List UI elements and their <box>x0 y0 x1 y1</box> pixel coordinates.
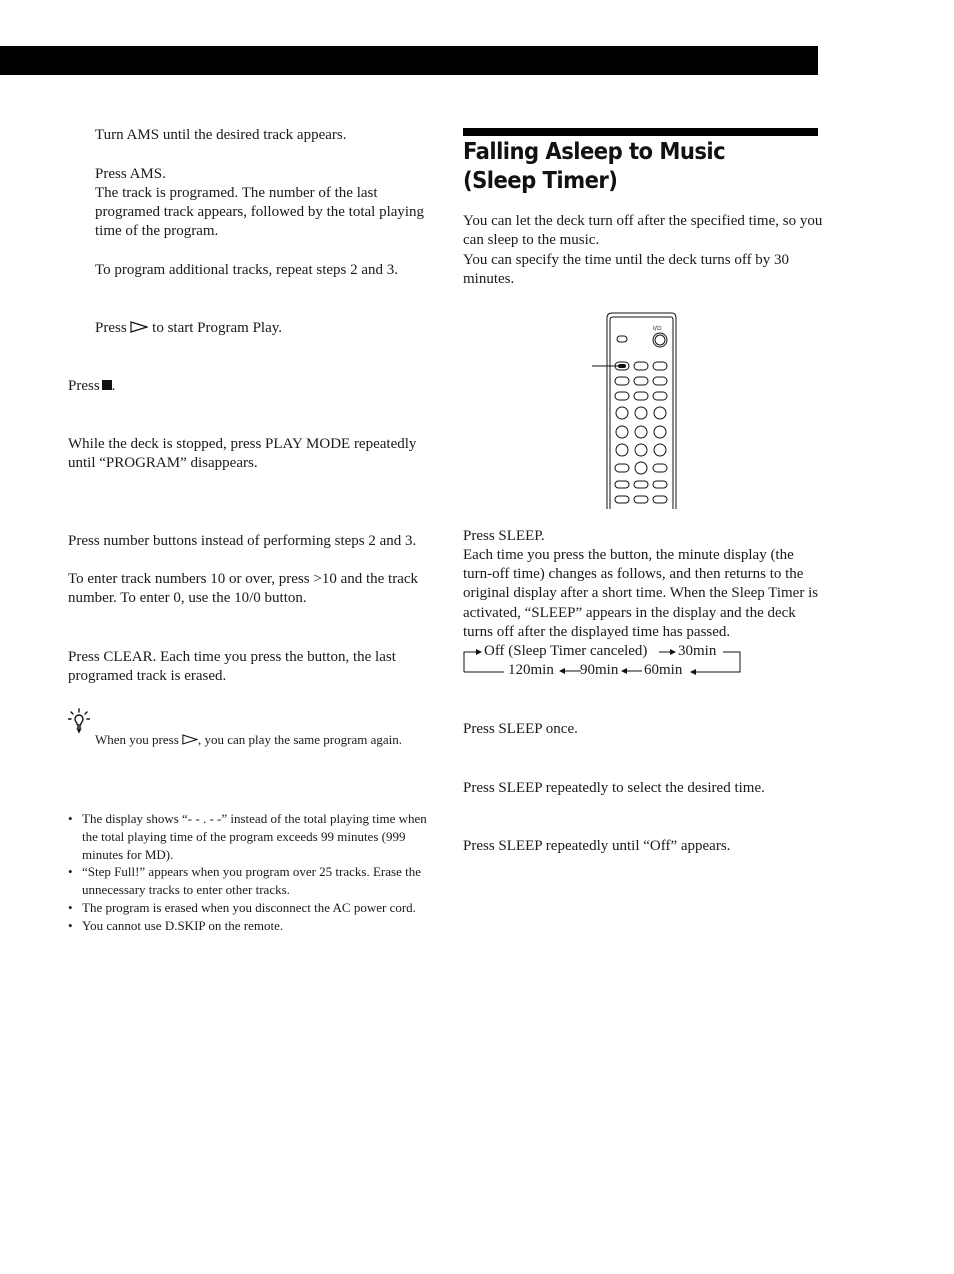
flow-60min: 60min <box>644 662 683 678</box>
tip-suffix: , you can play the same program again. <box>198 732 402 747</box>
notes-list <box>68 810 428 935</box>
intro-text-1: You can let the deck turn off after the specified time, so you can sleep to the music. <box>463 213 823 249</box>
header-bar <box>0 46 818 75</box>
stop-prefix: Press <box>68 378 100 394</box>
list-item: • The display shows “- - . - -” instead of the total playing time when the total playing time of the program exceeds 99 minutes (999 minutes for MD). <box>68 810 428 863</box>
step-start-prefix: Press <box>95 320 127 336</box>
press-sleep-desc: Each time you press the button, the minute display (the turn-off time) changes as follows, and then returns to the original display after a short time. When the Sleep Timer is activated, “SLEEP” appears in the display and the deck turns off after the displayed time has passed. <box>463 547 819 640</box>
play-icon <box>130 321 148 333</box>
remote-control-illustration <box>590 310 680 510</box>
number-buttons-text: Press number buttons instead of performing steps 2 and 3. <box>68 533 417 549</box>
play-icon <box>182 734 198 745</box>
step-turn-ams: Turn AMS until the desired track appears. <box>95 127 347 143</box>
tip-text <box>95 731 425 749</box>
stop-instruction <box>68 377 428 396</box>
section-rule <box>463 128 818 136</box>
stop-suffix: . <box>111 378 116 394</box>
check-time-text: Press SLEEP once. <box>463 721 578 737</box>
step-start-suffix: to start Program Play. <box>152 320 283 336</box>
flow-off: Off (Sleep Timer canceled) <box>484 643 648 659</box>
flow-120min: 120min <box>508 662 554 678</box>
page-title: Falling Asleep to Music (Sleep Timer) <box>463 139 726 194</box>
number-buttons-text-2: To enter track numbers 10 or over, press >10 and the track number. To enter 0, use the 10/0 button. <box>68 571 419 607</box>
stop-icon <box>102 380 112 390</box>
tip-prefix: When you press <box>95 732 179 747</box>
clear-text: Press CLEAR. Each time you press the button, the last programed track is erased. <box>68 649 396 685</box>
lightbulb-icon <box>68 708 90 734</box>
change-time-text: Press SLEEP repeatedly to select the desired time. <box>463 780 765 796</box>
step-press-ams: Press AMS. <box>95 166 166 182</box>
list-item: • You cannot use D.SKIP on the remote. <box>68 917 428 935</box>
intro-text-2: You can specify the time until the deck turns off by 30 minutes. <box>463 252 790 288</box>
list-item: • “Step Full!” appears when you program over 25 tracks. Erase the unnecessary tracks to enter other tracks. <box>68 863 428 899</box>
list-item: • The program is erased when you disconnect the AC power cord. <box>68 899 428 917</box>
press-sleep: Press SLEEP. <box>463 528 545 544</box>
step-repeat: To program additional tracks, repeat steps 2 and 3. <box>95 262 399 278</box>
cancel-program-text: While the deck is stopped, press PLAY MODE repeatedly until “PROGRAM” disappears. <box>68 436 417 472</box>
flow-30min: 30min <box>678 643 717 659</box>
cancel-sleep-text: Press SLEEP repeatedly until “Off” appears. <box>463 838 731 854</box>
sleep-time-cycle-diagram <box>463 644 753 680</box>
remote-power-label: I/⏻ <box>653 325 662 332</box>
step-start-play <box>95 319 425 338</box>
flow-90min: 90min <box>580 662 619 678</box>
step-press-ams-desc: The track is programed. The number of the last programed track appears, followed by the total playing time of the program. <box>95 185 425 240</box>
